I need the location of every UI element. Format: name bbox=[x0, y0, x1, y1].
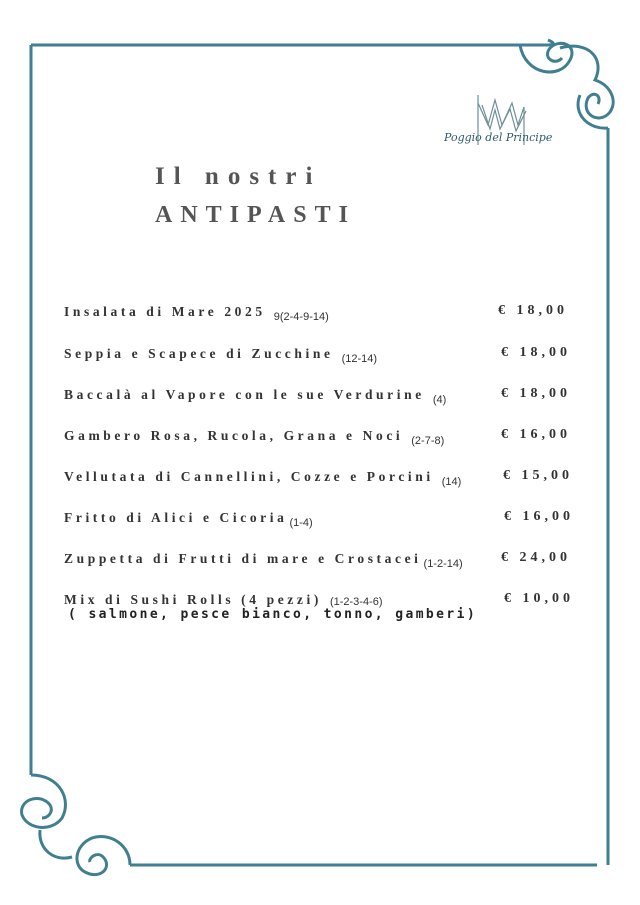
item-allergens: (12-14) bbox=[341, 353, 378, 365]
item-name: Fritto di Alici e Cicoria bbox=[64, 510, 288, 525]
item-price: € 16,00 bbox=[504, 509, 574, 524]
item-allergens: (4) bbox=[432, 394, 447, 406]
menu-item bbox=[64, 303, 574, 321]
title-line-2: ANTIPASTI bbox=[155, 202, 356, 228]
brand-name: Poggio del Principe bbox=[444, 131, 553, 144]
item-price: € 18,00 bbox=[501, 386, 571, 401]
title-line-1: Il nostri bbox=[155, 163, 322, 190]
menu-item bbox=[64, 345, 574, 363]
item-allergens: (1-4) bbox=[289, 517, 313, 529]
menu-item bbox=[64, 550, 574, 568]
item-name: Gambero Rosa, Rucola, Grana e Noci bbox=[64, 428, 404, 443]
menu-item bbox=[64, 509, 574, 527]
item-name: Insalata di Mare 2025 bbox=[64, 304, 266, 319]
item-price: € 15,00 bbox=[503, 468, 573, 483]
item-allergens: 9(2-4-9-14) bbox=[273, 311, 329, 323]
item-allergens: (1-2-14) bbox=[423, 558, 463, 570]
item-price: € 18,00 bbox=[498, 303, 568, 318]
logo bbox=[440, 95, 553, 165]
item-allergens: (1-2-3-4-6) bbox=[329, 596, 383, 608]
item-allergens: (2-7-8) bbox=[411, 435, 445, 447]
item-description: ( salmone, pesce bianco, tonno, gamberi) bbox=[68, 607, 478, 622]
item-name: Seppia e Scapece di Zucchine bbox=[64, 346, 334, 361]
item-price: € 10,00 bbox=[504, 591, 574, 606]
item-name: Vellutata di Cannellini, Cozze e Porcini bbox=[64, 469, 434, 484]
menu-item bbox=[64, 427, 574, 445]
menu-item bbox=[64, 591, 574, 622]
item-price: € 16,00 bbox=[501, 427, 571, 442]
item-name: Zuppetta di Frutti di mare e Crostacei bbox=[64, 551, 422, 566]
item-name: Baccalà al Vapore con le sue Verdurine bbox=[64, 387, 425, 402]
item-price: € 18,00 bbox=[501, 345, 571, 360]
menu-item bbox=[64, 468, 574, 486]
crown-logo-icon bbox=[440, 95, 553, 165]
item-name: Mix di Sushi Rolls (4 pezzi) bbox=[64, 592, 322, 607]
menu-item bbox=[64, 386, 574, 404]
item-price: € 24,00 bbox=[501, 550, 571, 565]
bottom-left-flourish-icon bbox=[22, 775, 130, 875]
border-top bbox=[31, 40, 553, 45]
item-allergens: (14) bbox=[441, 476, 462, 488]
